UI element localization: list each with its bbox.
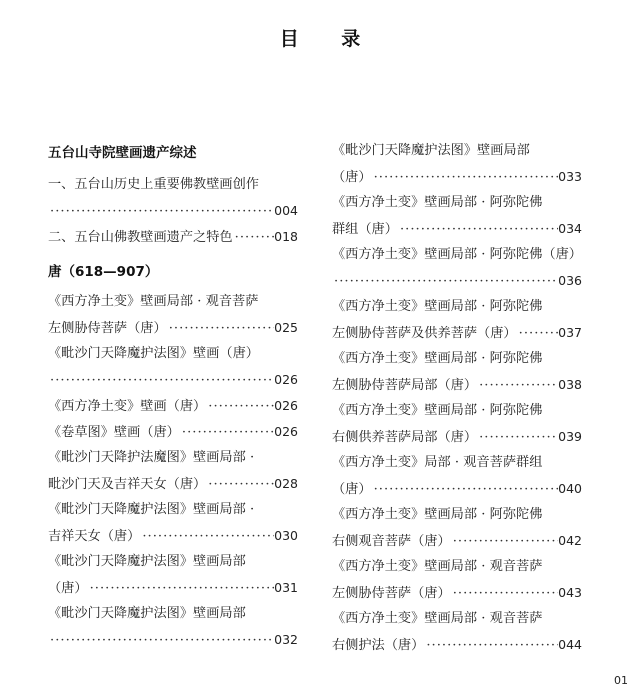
toc-entry-text: 《西方净土变》壁画局部 · 阿弥陀佛（唐） (332, 247, 582, 262)
toc-entry-text: 《毗沙门天降护法魔图》壁画局部 · (48, 450, 255, 465)
toc-page-number: 037 (558, 325, 582, 340)
toc-page-number: 040 (558, 481, 582, 496)
toc-page-number: 039 (558, 429, 582, 444)
toc-entry-text: 右侧供养菩萨局部（唐） (332, 430, 478, 445)
toc-entry-text: 《毗沙门天降魔护法图》壁画局部 (332, 143, 530, 158)
toc-entry-line (332, 632, 582, 658)
toc-entry-text: 左侧胁侍菩萨局部（唐） (332, 378, 478, 393)
toc-entry-text: 《西方净土变》局部 · 观音菩萨群组 (332, 455, 543, 470)
toc-entry-line (332, 138, 582, 164)
toc-page-number: 028 (274, 476, 298, 491)
section-heading-overview: 五台山寺院壁画遗产综述 (48, 145, 197, 161)
toc-entry-line (48, 601, 298, 627)
toc-entry-text: 左侧胁侍菩萨（唐） (332, 586, 451, 601)
toc-entry-text: 《西方净土变》壁画局部 · 阿弥陀佛 (332, 507, 543, 522)
toc-entry-text: 《毗沙门天降魔护法图》壁画局部 · (48, 502, 255, 517)
leader-dots (206, 394, 274, 419)
toc-page-number: 004 (274, 203, 298, 218)
leader-dots (233, 225, 275, 250)
toc-page-number: 043 (558, 585, 582, 600)
toc-page-number: 033 (558, 169, 582, 184)
toc-page-number: 030 (274, 528, 298, 543)
toc-entry-text: 《西方净土变》壁画（唐） (48, 399, 207, 414)
toc-entry-line (48, 575, 298, 601)
toc-entry-line (48, 523, 298, 549)
leader-dots (477, 373, 558, 398)
toc-entry-text: 一、五台山历史上重要佛教壁画创作 (48, 177, 259, 192)
leader-dots (451, 581, 558, 606)
toc-entry-text: 《西方净土变》壁画局部 · 阿弥陀佛 (332, 195, 543, 210)
toc-entry-line (48, 419, 298, 445)
leader-dots (451, 529, 558, 554)
leader-dots (398, 217, 558, 242)
toc-entry-line (48, 198, 298, 224)
toc-page-number: 044 (558, 637, 582, 652)
toc-page-number: 042 (558, 533, 582, 548)
toc-entry-text: 《西方净土变》壁画局部 · 阿弥陀佛 (332, 351, 543, 366)
toc-entry-line (332, 554, 582, 580)
toc-entry-line (332, 476, 582, 502)
leader-dots (517, 321, 559, 346)
toc-entry-text: 《毗沙门天降魔护法图》壁画（唐） (48, 346, 259, 361)
leader-dots (48, 628, 274, 653)
leader-dots (88, 576, 275, 601)
toc-entry-line (48, 471, 298, 497)
toc-entry-line (48, 289, 298, 315)
toc-entry-line (332, 268, 582, 294)
toc-page-number: 018 (274, 229, 298, 244)
toc-entry-line (48, 627, 298, 653)
leader-dots (180, 420, 274, 445)
toc-entry-text: 吉祥天女（唐） (48, 529, 141, 544)
toc-entry-line (332, 216, 582, 242)
toc-entry-text: （唐） (48, 581, 88, 596)
toc-entry-line (332, 450, 582, 476)
leader-dots (424, 633, 558, 658)
leader-dots (140, 524, 274, 549)
leader-dots (332, 269, 558, 294)
toc-entry-text: 左侧胁侍菩萨及供养菩萨（唐） (332, 326, 517, 341)
toc-entry-text: 《西方净土变》壁画局部 · 阿弥陀佛 (332, 403, 543, 418)
toc-entry-line (48, 445, 298, 471)
toc-entry-line (48, 315, 298, 341)
toc-page-number: 031 (274, 580, 298, 595)
toc-entry-text: 《毗沙门天降魔护法图》壁画局部 (48, 606, 246, 621)
page-title: 目 录 (279, 28, 379, 50)
leader-dots (206, 472, 274, 497)
toc-entry-line (48, 549, 298, 575)
toc-page-number: 026 (274, 372, 298, 387)
toc-entry-line (332, 294, 582, 320)
leader-dots (167, 316, 274, 341)
toc-entry-text: 《西方净土变》壁画局部 · 观音菩萨 (332, 559, 543, 574)
toc-entry-line (332, 190, 582, 216)
toc-entry-text: （唐） (332, 482, 372, 497)
toc-entry-line (332, 528, 582, 554)
leader-dots (372, 477, 559, 502)
leader-dots (372, 165, 559, 190)
toc-entry-text: 群组（唐） (332, 222, 398, 237)
toc-entry-line (48, 172, 298, 198)
toc-entry-line (332, 424, 582, 450)
toc-entry-text: 《西方净土变》壁画局部 · 观音菩萨 (332, 611, 543, 626)
toc-entry-text: 左侧胁侍菩萨（唐） (48, 321, 167, 336)
toc-entry-line (332, 502, 582, 528)
toc-page-number: 026 (274, 398, 298, 413)
toc-entry-line (332, 372, 582, 398)
toc-entry-line (332, 398, 582, 424)
toc-page-number: 025 (274, 320, 298, 335)
leader-dots (48, 368, 274, 393)
toc-entry-line (48, 393, 298, 419)
toc-entry-text: 《卷草图》壁画（唐） (48, 425, 180, 440)
toc-entry-line (48, 341, 298, 367)
leader-dots (48, 199, 274, 224)
toc-entry-text: 《西方净土变》壁画局部 · 观音菩萨 (48, 294, 259, 309)
leader-dots (477, 425, 558, 450)
toc-page-number: 026 (274, 424, 298, 439)
toc-entry-line (332, 242, 582, 268)
toc-entry-text: 右侧观音菩萨（唐） (332, 534, 451, 549)
toc-entry-text: 二、五台山佛教壁画遗产之特色 (48, 230, 233, 245)
toc-entry-text: （唐） (332, 170, 372, 185)
toc-entry-line (332, 580, 582, 606)
toc-page-number: 034 (558, 221, 582, 236)
section-heading-tang: 唐（618—907） (48, 264, 159, 280)
toc-entry-line (48, 367, 298, 393)
toc-page-number: 036 (558, 273, 582, 288)
toc-entry-line (332, 346, 582, 372)
page-number: 01 (614, 674, 628, 687)
toc-entry-line (332, 164, 582, 190)
toc-entry-text: 《毗沙门天降魔护法图》壁画局部 (48, 554, 246, 569)
toc-entry-text: 《西方净土变》壁画局部 · 阿弥陀佛 (332, 299, 543, 314)
toc-page-number: 032 (274, 632, 298, 647)
toc-entry-text: 毗沙门天及吉祥天女（唐） (48, 477, 207, 492)
toc-entry-line (332, 606, 582, 632)
toc-entry-line (332, 320, 582, 346)
toc-page-number: 038 (558, 377, 582, 392)
toc-entry-line (48, 224, 298, 250)
toc-entry-line (48, 497, 298, 523)
toc-entry-text: 右侧护法（唐） (332, 638, 425, 653)
